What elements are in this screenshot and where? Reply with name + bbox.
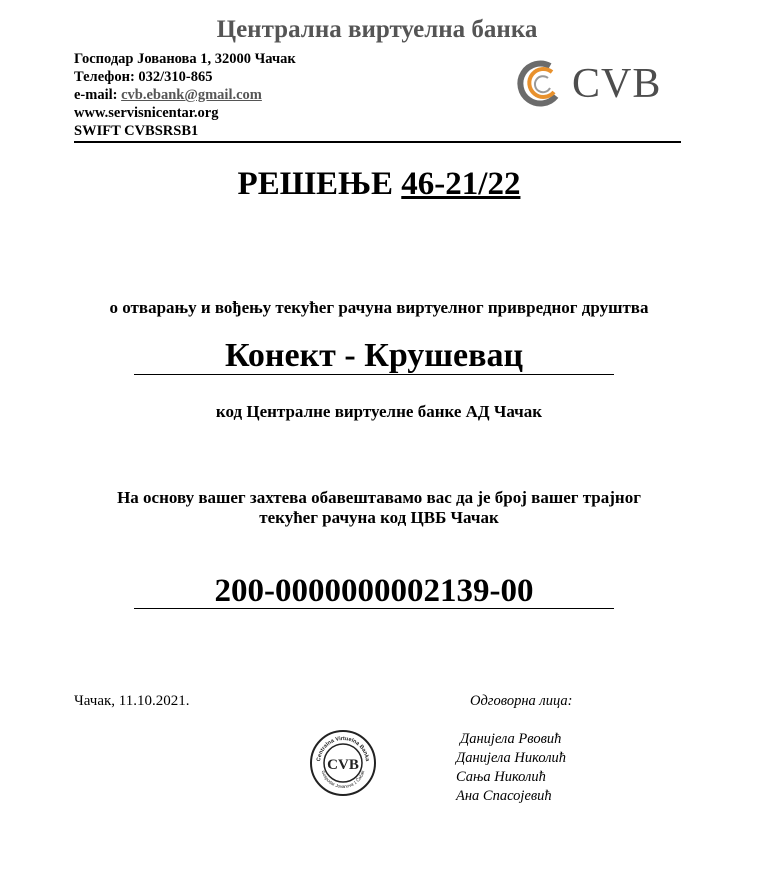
- company-name: Конект - Крушевац: [134, 338, 614, 375]
- decision-number: 46-21/22: [401, 166, 521, 202]
- responsible-persons-label: Одговорна лица:: [470, 693, 573, 709]
- email-line: e-mail: cvb.ebank@gmail.com: [74, 87, 262, 103]
- decision-title: РЕШЕЊЕ 46-21/22: [237, 166, 521, 202]
- svg-text:Gospodar Jovanova 1 Čačak: Gospodar Jovanova 1 Čačak: [320, 769, 366, 790]
- decision-subtitle: о отварању и вођењу текућег рачуна виртуелног привредног друштва: [109, 298, 649, 317]
- responsible-name: Сања Николић: [456, 769, 546, 785]
- header-divider: [74, 141, 681, 143]
- phone: Телефон: 032/310-865: [74, 69, 213, 85]
- swift-code: SWIFT CVBSRSB1: [74, 123, 199, 139]
- responsible-name: Ана Спасојевић: [456, 788, 552, 804]
- bank-line: код Централне виртуелне банке АД Чачак: [215, 402, 543, 421]
- stamp-seal-icon: [308, 728, 378, 798]
- bank-logo: [510, 58, 670, 108]
- responsible-names: [456, 730, 566, 806]
- website: www.servisnicentar.org: [74, 105, 219, 121]
- svg-text:Centralna Virtuelna Banka: Centralna Virtuelna Banka: [316, 735, 370, 762]
- responsible-name: Данијела Рвовић: [460, 731, 562, 747]
- email-link[interactable]: cvb.ebank@gmail.com: [121, 87, 262, 103]
- logo-text: CVB: [572, 61, 662, 107]
- address: Господар Јованова 1, 32000 Чачак: [74, 51, 296, 67]
- bank-stamp: [308, 728, 378, 798]
- notice-text: На основу вашег захтева обавештавамо вас да је број вашег трајног текућег рачуна код ЦВБ Чачак: [117, 488, 641, 527]
- svg-text:CVB: CVB: [327, 757, 359, 773]
- responsible-name: Данијела Николић: [456, 750, 567, 766]
- contact-block: [74, 50, 296, 140]
- account-number: 200-0000000002139-00: [134, 574, 614, 609]
- logo-swirl-icon: [510, 58, 570, 108]
- place-date: Чачак, 11.10.2021.: [74, 693, 190, 709]
- bank-name-heading: Централна виртуелна банка: [216, 16, 538, 43]
